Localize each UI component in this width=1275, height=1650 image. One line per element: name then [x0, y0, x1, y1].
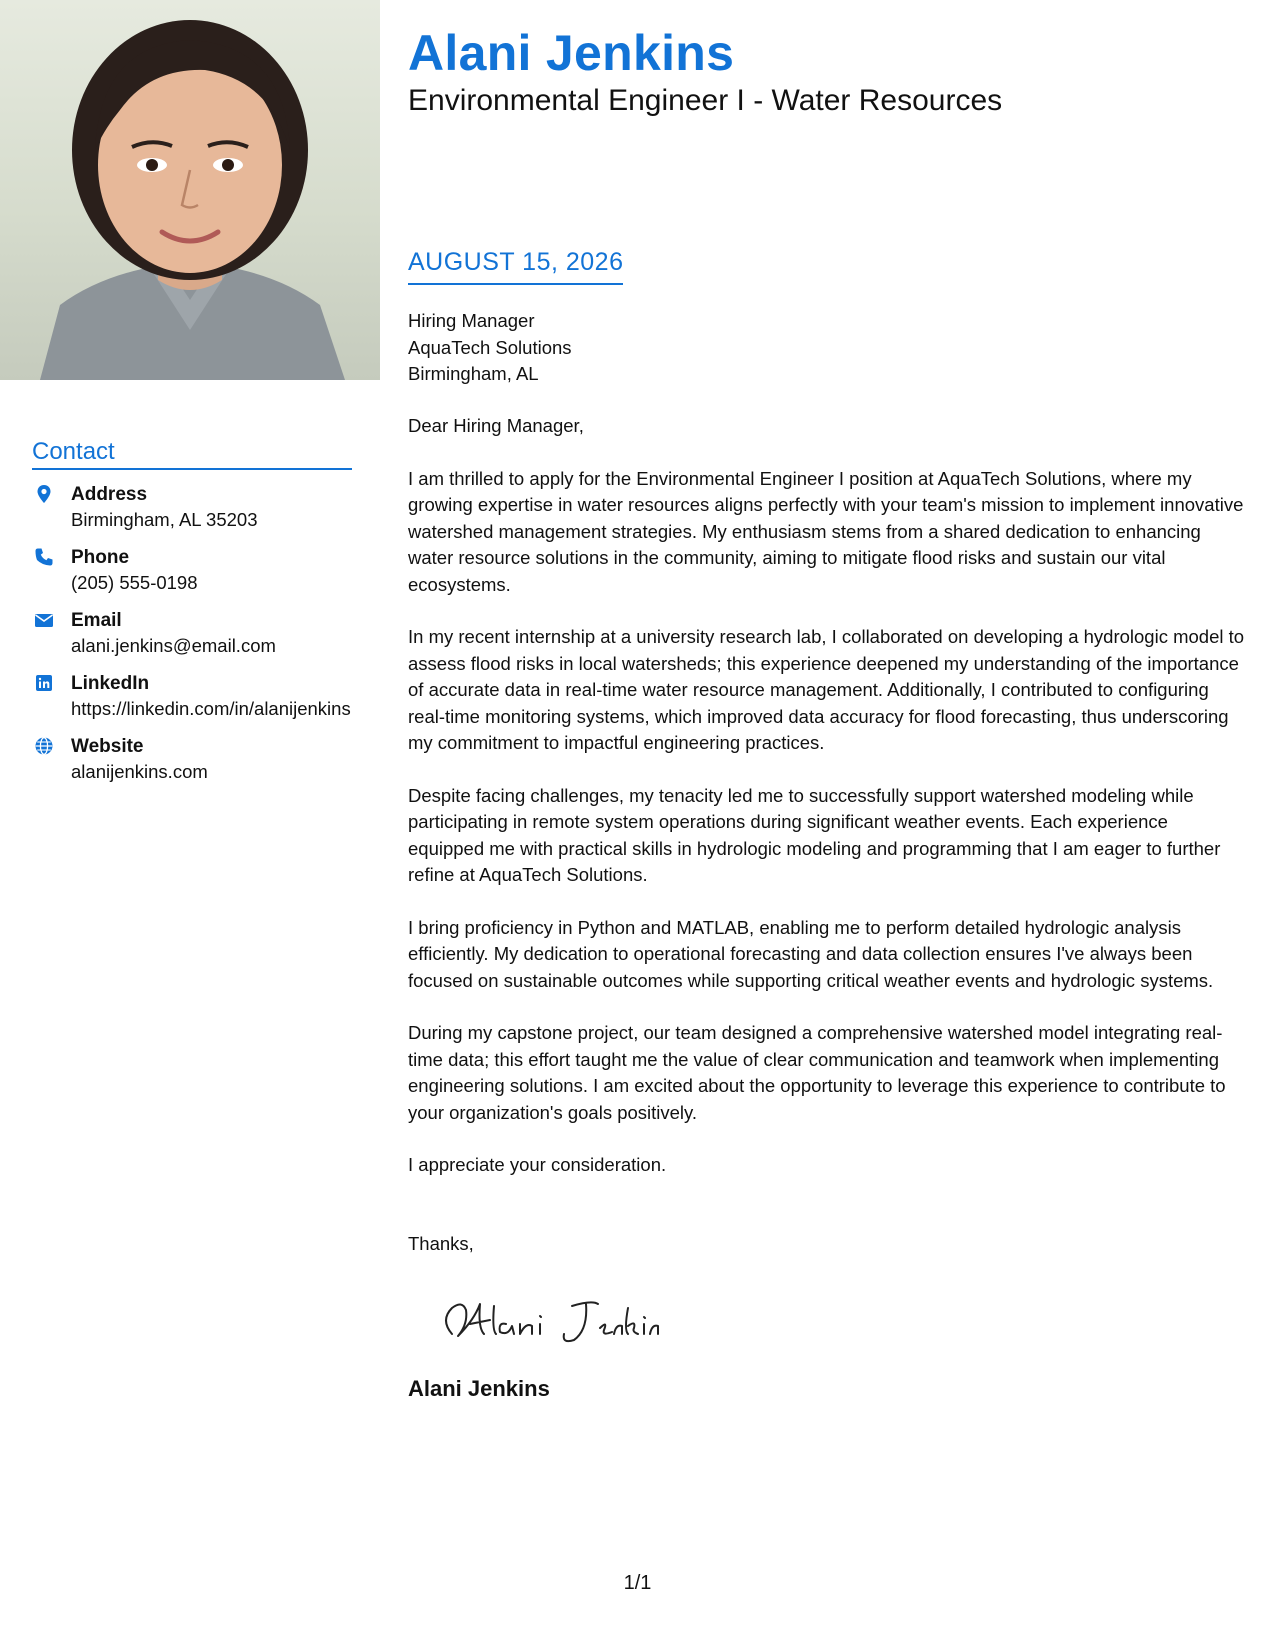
contact-phone [32, 546, 352, 596]
website-value[interactable]: alanijenkins.com [71, 761, 208, 782]
portrait-photo [0, 0, 380, 380]
map-pin-icon [34, 484, 54, 504]
appreciation: I appreciate your consideration. [408, 1154, 667, 1175]
signer-name: Alani Jenkins [408, 1376, 550, 1401]
paragraph: Despite facing challenges, my tenacity led me to successfully support watershed modeling while participating in remote system operations during significant weather events. Each experience equipped me with practical skills in hydrologic modeling and programming that I am eager to further refine at AquaTech Solutions. [408, 784, 1221, 885]
phone-value: (205) 555-0198 [71, 572, 198, 593]
contact-label: Website [71, 736, 144, 757]
contact-email [32, 609, 352, 659]
letter-date: AUGUST 15, 2026 [408, 248, 623, 285]
paragraph: During my capstone project, our team designed a comprehensive watershed model integrating real-time data; this effort taught me the value of clear communication and teamwork when implementing engineering solutions. I am excited about the opportunity to leverage this experience to contribute to your organization's goals positively. [408, 1022, 1226, 1123]
contact-label: Email [71, 610, 122, 631]
globe-icon [34, 736, 54, 756]
contact-address [32, 483, 352, 533]
recipient-name: Hiring Manager [408, 310, 535, 331]
letter-body [408, 413, 1248, 1205]
contact-label: Phone [71, 547, 130, 568]
handwritten-signature [422, 1290, 662, 1354]
contact-label: Address [71, 484, 148, 505]
greeting: Dear Hiring Manager, [408, 415, 584, 436]
page-number: 1/1 [623, 1572, 652, 1594]
paragraph: I am thrilled to apply for the Environmental Engineer I position at AquaTech Solutions, where my growing expertise in water resources aligns perfectly with your team's mission to implement innovative watershed management strategies. My enthusiasm stems from a shared dedication to enhancing water resource solutions in the community, aiming to mitigate flood risks and sustain our vital ecosystems. [408, 467, 1244, 595]
recipient-location: Birmingham, AL [408, 363, 539, 384]
contact-label: LinkedIn [71, 673, 150, 694]
linkedin-value[interactable]: https://linkedin.com/in/alanijenkins [71, 698, 351, 719]
applicant-name: Alani Jenkins [408, 25, 735, 81]
closing: Thanks, [408, 1233, 474, 1254]
email-value[interactable]: alani.jenkins@email.com [71, 635, 276, 656]
linkedin-icon [34, 673, 54, 693]
contact-linkedin [32, 672, 352, 722]
paragraph: In my recent internship at a university research lab, I collaborated on developing a hydrologic model to assess flood risks in local watersheds; this experience deepened my understanding of the importance of accurate data in real-time water resource management. Additionally, I contributed to configuring real-time monitoring systems, which improved data accuracy for flood forecasting, thus underscoring my commitment to impactful engineering practices. [408, 626, 1245, 753]
recipient-company: AquaTech Solutions [408, 336, 572, 358]
contact-website [32, 735, 352, 785]
job-title: Environmental Engineer I - Water Resources [408, 84, 1003, 117]
address-value: Birmingham, AL 35203 [71, 509, 258, 530]
recipient-block [408, 308, 572, 388]
contact-section [32, 438, 352, 785]
contact-heading: Contact [32, 438, 352, 470]
paragraph: I bring proficiency in Python and MATLAB, enabling me to perform detailed hydrologic analysis efficiently. My dedication to operational forecasting and data collection ensures I've always been focused on sustainable outcomes while supporting critical weather events and hydrologic systems. [408, 916, 1214, 991]
email-icon [34, 610, 54, 630]
phone-icon [34, 547, 54, 567]
